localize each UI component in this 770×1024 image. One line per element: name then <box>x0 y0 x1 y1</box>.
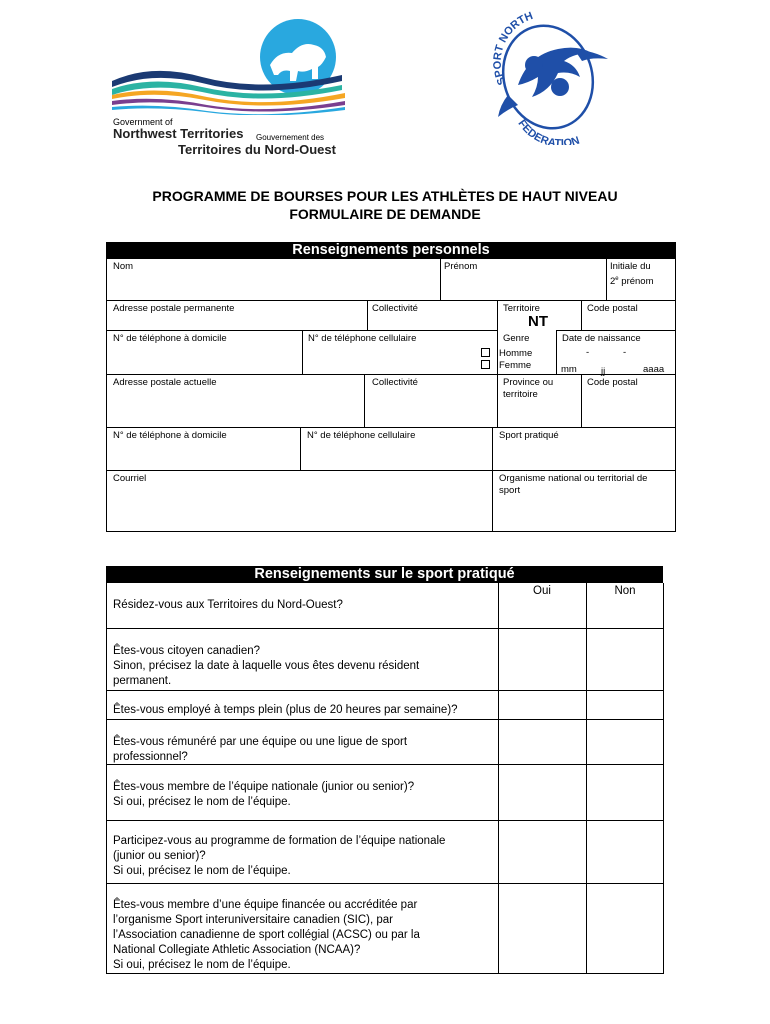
answer-non-q2[interactable] <box>587 629 663 690</box>
question-line: professionnel? <box>113 751 188 763</box>
label-territoire: Territoire <box>503 303 540 314</box>
question-line: permanent. <box>113 675 172 687</box>
row-divider <box>556 330 676 331</box>
row-divider <box>106 690 664 691</box>
row-divider <box>106 374 676 375</box>
prenom-field[interactable] <box>441 274 606 300</box>
sport-north-logo-graphic <box>478 5 618 145</box>
question-line: l’organisme Sport interuniversitaire canadien (SIC), par <box>113 914 393 926</box>
gnwt-text-line3: Gouvernement des <box>256 133 325 142</box>
row-divider <box>106 820 664 821</box>
territoire-value: NT <box>528 313 548 330</box>
label-code-postal: Code postal <box>587 303 638 314</box>
answer-oui-q2[interactable] <box>499 629 586 690</box>
col-divider <box>581 300 582 331</box>
page-subtitle: FORMULAIRE DE DEMANDE <box>289 206 481 222</box>
label-adresse-actuelle: Adresse postale actuelle <box>113 377 217 388</box>
label-tel-cellulaire: N° de téléphone cellulaire <box>308 333 417 344</box>
col-divider <box>492 427 493 532</box>
personal-section-header: Renseignements personnels <box>106 242 676 259</box>
label-mm: mm <box>561 364 577 375</box>
border <box>663 583 664 974</box>
question-line: Êtes-vous employé à temps plein (plus de 20 heures par semaine)? <box>113 704 458 716</box>
answer-oui-q1[interactable] <box>499 599 586 628</box>
label-initiale-sup: e <box>615 276 619 282</box>
question-line: Êtes-vous membre d’une équipe financée ou accréditée par <box>113 899 418 911</box>
row-divider <box>106 470 676 471</box>
question-3 <box>113 703 458 718</box>
col-divider <box>367 300 368 331</box>
label-jj: jj <box>601 366 606 377</box>
sport-north-top-text: SPORT NORTH <box>491 10 535 87</box>
page-title: PROGRAMME DE BOURSES POUR LES ATHLÈTES DE HAUT NIVEAU <box>152 188 618 204</box>
label-nom: Nom <box>113 261 134 272</box>
question-line: Participez-vous au programme de formation de l’équipe nationale <box>113 835 446 847</box>
label-genre: Genre <box>503 333 530 344</box>
gnwt-text-line1: Government of <box>113 117 173 127</box>
label-femme: Femme <box>499 360 532 371</box>
label-prenom: Prénom <box>444 261 478 272</box>
question-7 <box>113 898 420 973</box>
checkbox-femme[interactable] <box>481 360 531 372</box>
col-divider <box>497 374 498 428</box>
question-line: National Collegiate Athletic Association (NCAA)? <box>113 944 361 956</box>
border <box>106 973 664 974</box>
question-line: Êtes-vous citoyen canadien? <box>113 645 261 657</box>
column-oui: Oui <box>533 585 551 597</box>
column-non: Non <box>614 585 636 597</box>
question-2 <box>113 644 419 689</box>
row-divider <box>106 300 676 301</box>
row-divider <box>106 719 664 720</box>
sport-section-header: Renseignements sur le sport pratiqué <box>106 566 663 583</box>
label-organisme-line2: sport <box>499 485 521 496</box>
question-line: Êtes-vous membre de l’équipe nationale (junior ou senior)? <box>113 781 415 793</box>
border <box>106 531 676 532</box>
checkbox-square-icon[interactable] <box>481 348 490 357</box>
question-line: Si oui, précisez le nom de l’équipe. <box>113 796 291 808</box>
label-courriel: Courriel <box>113 473 147 484</box>
gnwt-text-line2: Northwest Territories <box>113 126 244 141</box>
question-line: Sinon, précisez la date à laquelle vous êtes devenu résident <box>113 660 420 672</box>
question-6 <box>113 834 445 879</box>
question-4 <box>113 735 407 765</box>
label-initiale-line2 <box>610 273 654 288</box>
gnwt-text-line4: Territoires du Nord-Ouest <box>178 142 336 157</box>
question-line: (junior ou senior)? <box>113 850 206 862</box>
date-separator: - <box>623 347 627 358</box>
question-line: l’Association canadienne de sport collégial (ACSC) ou par la <box>113 929 420 941</box>
date-separator: - <box>586 347 590 358</box>
sport-north-logo <box>478 5 618 145</box>
label-code-postal-2: Code postal <box>587 377 638 388</box>
col-divider <box>302 330 303 375</box>
label-collectivite: Collectivité <box>372 303 418 314</box>
question-line: Si oui, précisez le nom de l’équipe. <box>113 865 291 877</box>
question-line: Êtes-vous rémunéré par une équipe ou une ligue de sport <box>113 736 408 748</box>
label-collectivite-2: Collectivité <box>372 377 418 388</box>
label-aaaa: aaaa <box>643 364 665 375</box>
nom-field[interactable] <box>106 274 440 300</box>
gnwt-logo <box>110 15 345 165</box>
label-initiale-prenom: prénom <box>618 276 654 288</box>
row-divider <box>106 883 664 884</box>
label-province: Province ou <box>503 377 554 388</box>
answer-non-q1[interactable] <box>587 599 663 628</box>
question-5 <box>113 780 414 810</box>
label-tel-cellulaire-2: N° de téléphone cellulaire <box>307 430 416 441</box>
label-province-line2: territoire <box>503 389 538 400</box>
label-adresse-permanente: Adresse postale permanente <box>113 303 235 314</box>
question-1 <box>113 598 343 613</box>
col-divider <box>300 427 301 471</box>
gnwt-logo-graphic <box>110 15 345 115</box>
label-homme: Homme <box>499 348 533 359</box>
label-organisme: Organisme national ou territorial de <box>499 473 648 484</box>
checkbox-square-icon[interactable] <box>481 360 490 369</box>
col-divider <box>556 330 557 375</box>
question-line: Résidez-vous aux Territoires du Nord-Ouest? <box>113 599 343 611</box>
row-divider <box>106 427 676 428</box>
col-divider <box>364 374 365 428</box>
label-tel-domicile: N° de téléphone à domicile <box>113 333 227 344</box>
label-initiale-2: 2 <box>610 276 616 288</box>
checkbox-homme[interactable] <box>481 348 532 360</box>
question-line: Si oui, précisez le nom de l’équipe. <box>113 959 291 971</box>
border <box>106 583 107 974</box>
label-date-naissance: Date de naissance <box>562 333 641 344</box>
col-divider <box>581 374 582 428</box>
label-sport-pratique: Sport pratiqué <box>499 430 559 441</box>
sport-north-bottom-text: FEDERATION <box>515 117 582 145</box>
label-initiale: Initiale du <box>610 261 651 272</box>
label-tel-domicile-2: N° de téléphone à domicile <box>113 430 227 441</box>
col-divider <box>606 259 607 301</box>
